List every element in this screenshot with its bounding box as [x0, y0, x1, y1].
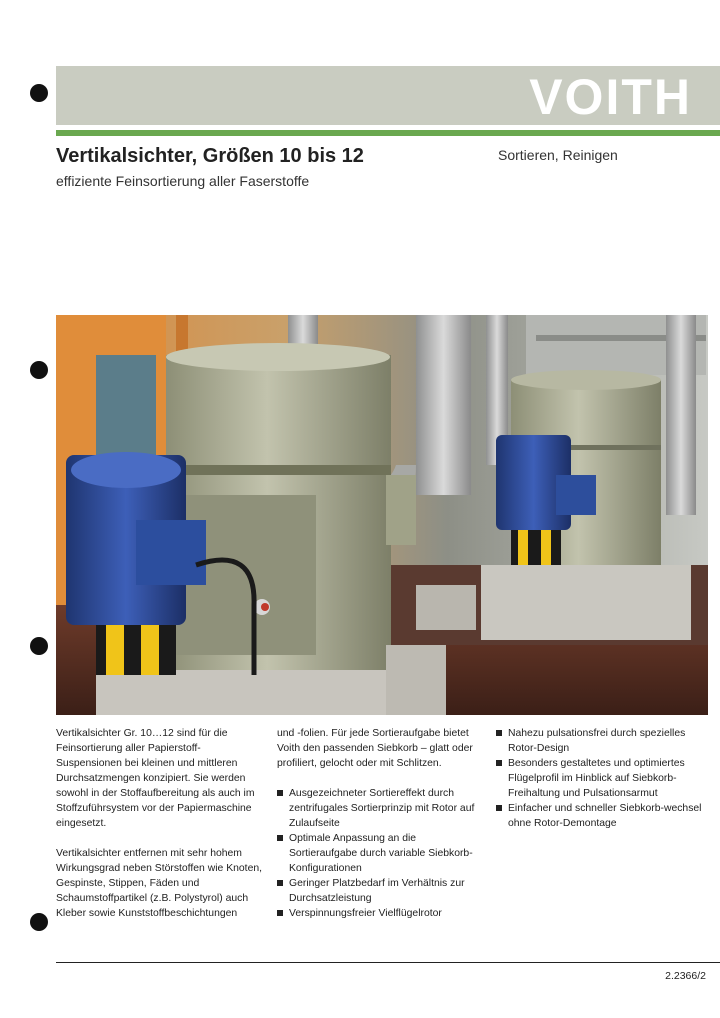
brand-logo: VOITH	[529, 69, 692, 125]
punch-hole	[30, 361, 48, 379]
text-column-1	[56, 726, 266, 936]
list-item: Ausgezeichneter Sortiereffekt durch zentrifugales Sortierprinzip mit Rotor auf Zulaufseite	[277, 786, 487, 831]
description-paragraph: Vertikalsichter entfernen mit sehr hohem Wirkungsgrad neben Störstoffen wie Knoten, Gespinste, Stippen, Fäden und Schaumstoffpartikel (z.B. Polystyrol) auch Kleber sowie Kunststoffbeschichtungen	[56, 848, 263, 919]
feature-list	[277, 786, 487, 921]
text-column-2	[277, 726, 487, 921]
punch-hole	[30, 84, 48, 102]
punch-hole	[30, 913, 48, 931]
continuation-paragraph: und -folien. Für jede Sortieraufgabe bietet Voith den passenden Siebkorb – glatt oder profiliert, gelocht oder mit Schlitzen.	[277, 728, 473, 769]
document-number: 2.2366/2	[665, 970, 706, 982]
industrial-machinery-photo-icon	[56, 315, 708, 715]
punch-hole	[30, 637, 48, 655]
list-item: Nahezu pulsationsfrei durch spezielles Rotor-Design	[496, 726, 711, 756]
product-photo	[56, 315, 708, 715]
list-item: Besonders gestaltetes und optimiertes Flügelprofil im Hinblick auf Siebkorb-Freihaltung und Pulsationsarmut	[496, 756, 711, 801]
intro-paragraph: Vertikalsichter Gr. 10…12 sind für die Feinsortierung aller Papierstoff-Suspensionen bei kleinen und mittleren Durchsatzmengen konzipiert. Sie werden sowohl in der Stoffaufbereitung als auch im Stoffzuführsystem vor der Papiermaschine eingesetzt.	[56, 728, 255, 829]
list-item: Verspinnungsfreier Vielflügelrotor	[277, 906, 487, 921]
footer-divider	[56, 962, 720, 963]
accent-bar	[56, 130, 720, 136]
list-item: Optimale Anpassung an die Sortieraufgabe durch variable Siebkorb-Konfigurationen	[277, 831, 487, 876]
list-item: Einfacher und schneller Siebkorb-wechsel ohne Rotor-Demontage	[496, 801, 711, 831]
page-title: Vertikalsichter, Größen 10 bis 12	[56, 145, 364, 167]
list-item: Geringer Platzbedarf im Verhältnis zur Durchsatzleistung	[277, 876, 487, 906]
header-banner	[56, 66, 720, 125]
category-label: Sortieren, Reinigen	[498, 147, 618, 163]
page-subtitle: effiziente Feinsortierung aller Faserstoffe	[56, 173, 310, 189]
feature-list	[496, 726, 711, 831]
text-column-3	[496, 726, 711, 831]
